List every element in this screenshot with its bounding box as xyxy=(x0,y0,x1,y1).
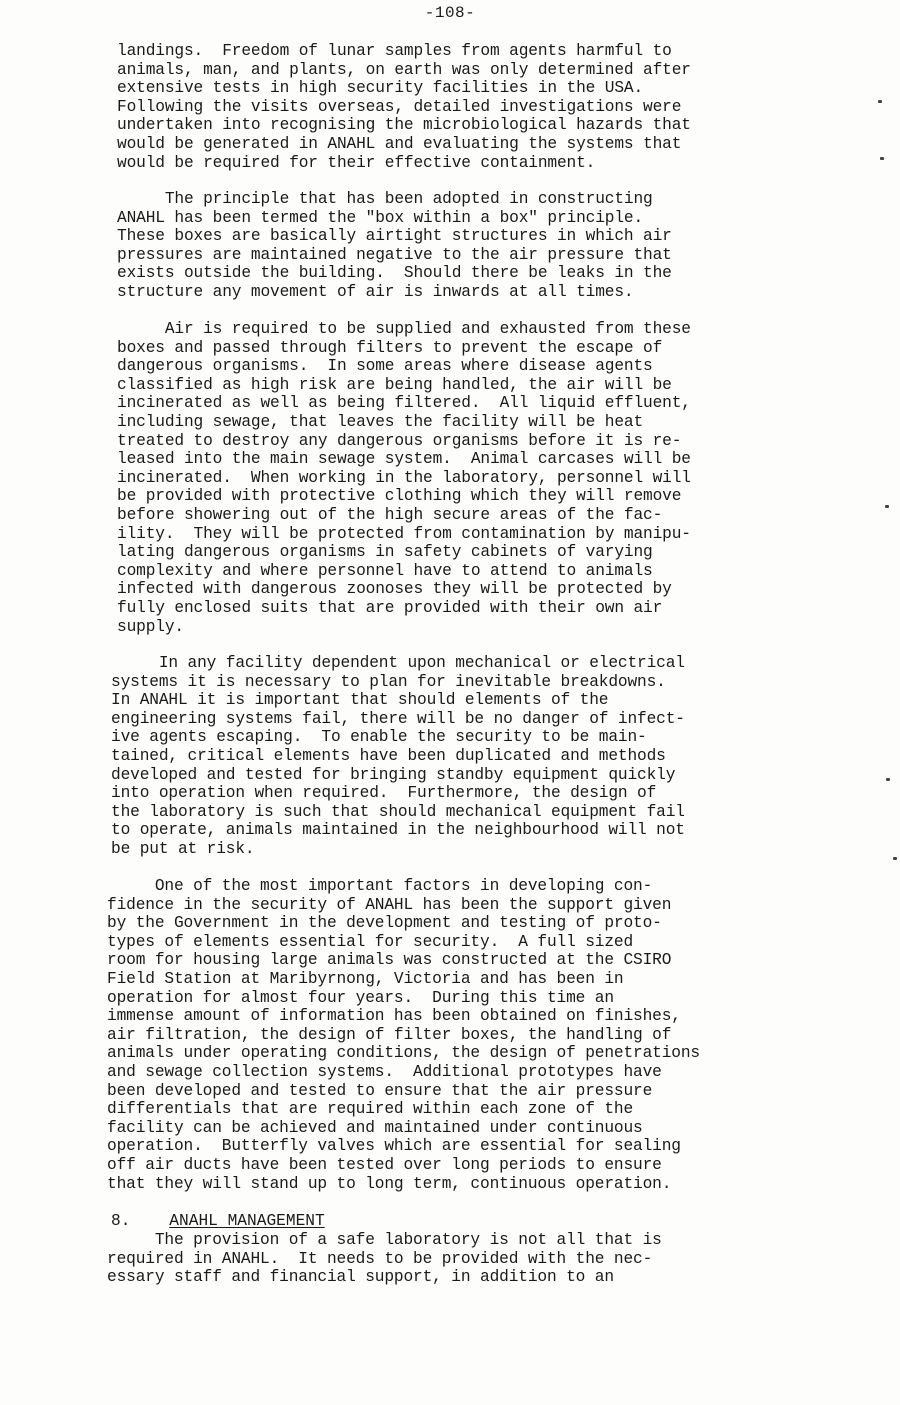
text-line: boxes and passed through filters to prevent the escape of xyxy=(117,338,663,357)
text-line: leased into the main sewage system. Animal carcases will be xyxy=(117,450,691,469)
text-line: incinerated as well as being filtered. All liquid effluent, xyxy=(117,394,691,413)
text-line: before showering out of the high secure areas of the fac- xyxy=(117,505,663,524)
text-line: supply. xyxy=(117,617,184,636)
text-line: off air ducts have been tested over long periods to ensure xyxy=(107,1155,662,1174)
paragraph-mechanical-breakdowns xyxy=(111,654,685,859)
text-line: lating dangerous organisms in safety cabinets of varying xyxy=(117,543,653,562)
text-line: treated to destroy any dangerous organisms before it is re- xyxy=(117,431,682,450)
text-line: essary staff and financial support, in addition to an xyxy=(107,1268,614,1287)
text-line: animals, man, and plants, on earth was only determined after xyxy=(117,60,691,79)
text-line: required in ANAHL. It needs to be provided with the nec- xyxy=(107,1249,653,1268)
text-line: developed and tested for bringing standby equipment quickly xyxy=(111,765,676,784)
text-line: In ANAHL it is important that should elements of the xyxy=(111,691,609,710)
text-line: pressures are maintained negative to the air pressure that xyxy=(117,245,672,264)
text-line: would be generated in ANAHL and evaluating the systems that xyxy=(117,134,682,153)
section-title: ANAHL MANAGEMENT xyxy=(169,1212,325,1230)
text-line: the laboratory is such that should mechanical equipment fail xyxy=(111,802,685,821)
text-line: been developed and tested to ensure that the air pressure xyxy=(107,1081,653,1100)
text-line: ANAHL has been termed the "box within a box" principle. xyxy=(117,208,644,227)
scan-speck xyxy=(886,778,890,781)
text-line: complexity and where personnel have to attend to animals xyxy=(117,561,653,580)
text-line: Air is required to be supplied and exhausted from these xyxy=(117,320,691,338)
scan-speck xyxy=(880,157,884,160)
text-line: The provision of a safe laboratory is not all that is xyxy=(107,1231,662,1249)
text-line: by the Government in the development and testing of proto- xyxy=(107,914,662,933)
text-line: types of elements essential for security. A full sized xyxy=(107,932,634,951)
text-line: fully enclosed suits that are provided with their own air xyxy=(117,598,663,617)
text-line: air filtration, the design of filter boxes, the handling of xyxy=(107,1025,672,1044)
text-line: tained, critical elements have been duplicated and methods xyxy=(111,746,666,765)
text-line: structure any movement of air is inwards at all times. xyxy=(117,282,634,301)
text-line: ility. They will be protected from contamination by manipu- xyxy=(117,524,691,543)
page-number: -108- xyxy=(424,4,476,22)
scan-speck xyxy=(878,100,882,103)
text-line: to operate, animals maintained in the neighbourhood will not xyxy=(111,821,685,840)
text-line: room for housing large animals was constructed at the CSIRO xyxy=(107,951,672,970)
section-heading xyxy=(111,1212,325,1231)
text-line: ive agents escaping. To enable the security to be main- xyxy=(111,728,647,747)
text-line: engineering systems fail, there will be no danger of infect- xyxy=(111,709,685,728)
text-line: operation for almost four years. During this time an xyxy=(107,988,614,1007)
paragraph-management xyxy=(107,1231,662,1287)
text-line: undertaken into recognising the microbiological hazards that xyxy=(117,116,691,135)
scan-speck xyxy=(885,505,889,508)
paragraph-air-supply-exhaust xyxy=(117,320,691,636)
text-line: landings. Freedom of lunar samples from agents harmful to xyxy=(117,42,672,60)
text-line: infected with dangerous zoonoses they will be protected by xyxy=(117,580,672,599)
text-line: be put at risk. xyxy=(111,839,255,858)
text-line: extensive tests in high security facilities in the USA. xyxy=(117,79,644,98)
text-line: dangerous organisms. In some areas where disease agents xyxy=(117,357,653,376)
text-line: One of the most important factors in developing con- xyxy=(107,877,653,895)
text-line: immense amount of information has been obtained on finishes, xyxy=(107,1007,681,1026)
text-line: fidence in the security of ANAHL has been the support given xyxy=(107,895,672,914)
text-line: animals under operating conditions, the design of penetrations xyxy=(107,1044,700,1063)
text-line: exists outside the building. Should there be leaks in the xyxy=(117,264,672,283)
text-line: would be required for their effective containment. xyxy=(117,153,596,172)
section-number: 8. xyxy=(111,1212,131,1230)
text-line: be provided with protective clothing which they will remove xyxy=(117,487,682,506)
paragraph-box-within-a-box xyxy=(117,190,672,302)
text-line: differentials that are required within each zone of the xyxy=(107,1100,634,1119)
text-line: systems it is necessary to plan for inevitable breakdowns. xyxy=(111,672,666,691)
text-line: into operation when required. Furthermore, the design of xyxy=(111,784,657,803)
text-line: These boxes are basically airtight structures in which air xyxy=(117,227,672,246)
text-line: operation. Butterfly valves which are essential for sealing xyxy=(107,1137,681,1156)
text-line: facility can be achieved and maintained under continuous xyxy=(107,1118,643,1137)
text-line: Field Station at Maribyrnong, Victoria and has been in xyxy=(107,969,624,988)
text-line: Following the visits overseas, detailed investigations were xyxy=(117,97,682,116)
text-line: In any facility dependent upon mechanical or electrical xyxy=(111,654,685,672)
text-line: that they will stand up to long term, continuous operation. xyxy=(107,1174,672,1193)
text-line: classified as high risk are being handled, the air will be xyxy=(117,375,672,394)
text-line: and sewage collection systems. Additional prototypes have xyxy=(107,1062,662,1081)
paragraph-lunar-samples xyxy=(117,42,691,172)
paragraph-prototypes xyxy=(107,877,700,1193)
text-line: incinerated. When working in the laboratory, personnel will xyxy=(117,468,691,487)
text-line: including sewage, that leaves the facility will be heat xyxy=(117,412,644,431)
scan-speck xyxy=(893,857,897,860)
text-line: The principle that has been adopted in constructing xyxy=(117,190,653,208)
